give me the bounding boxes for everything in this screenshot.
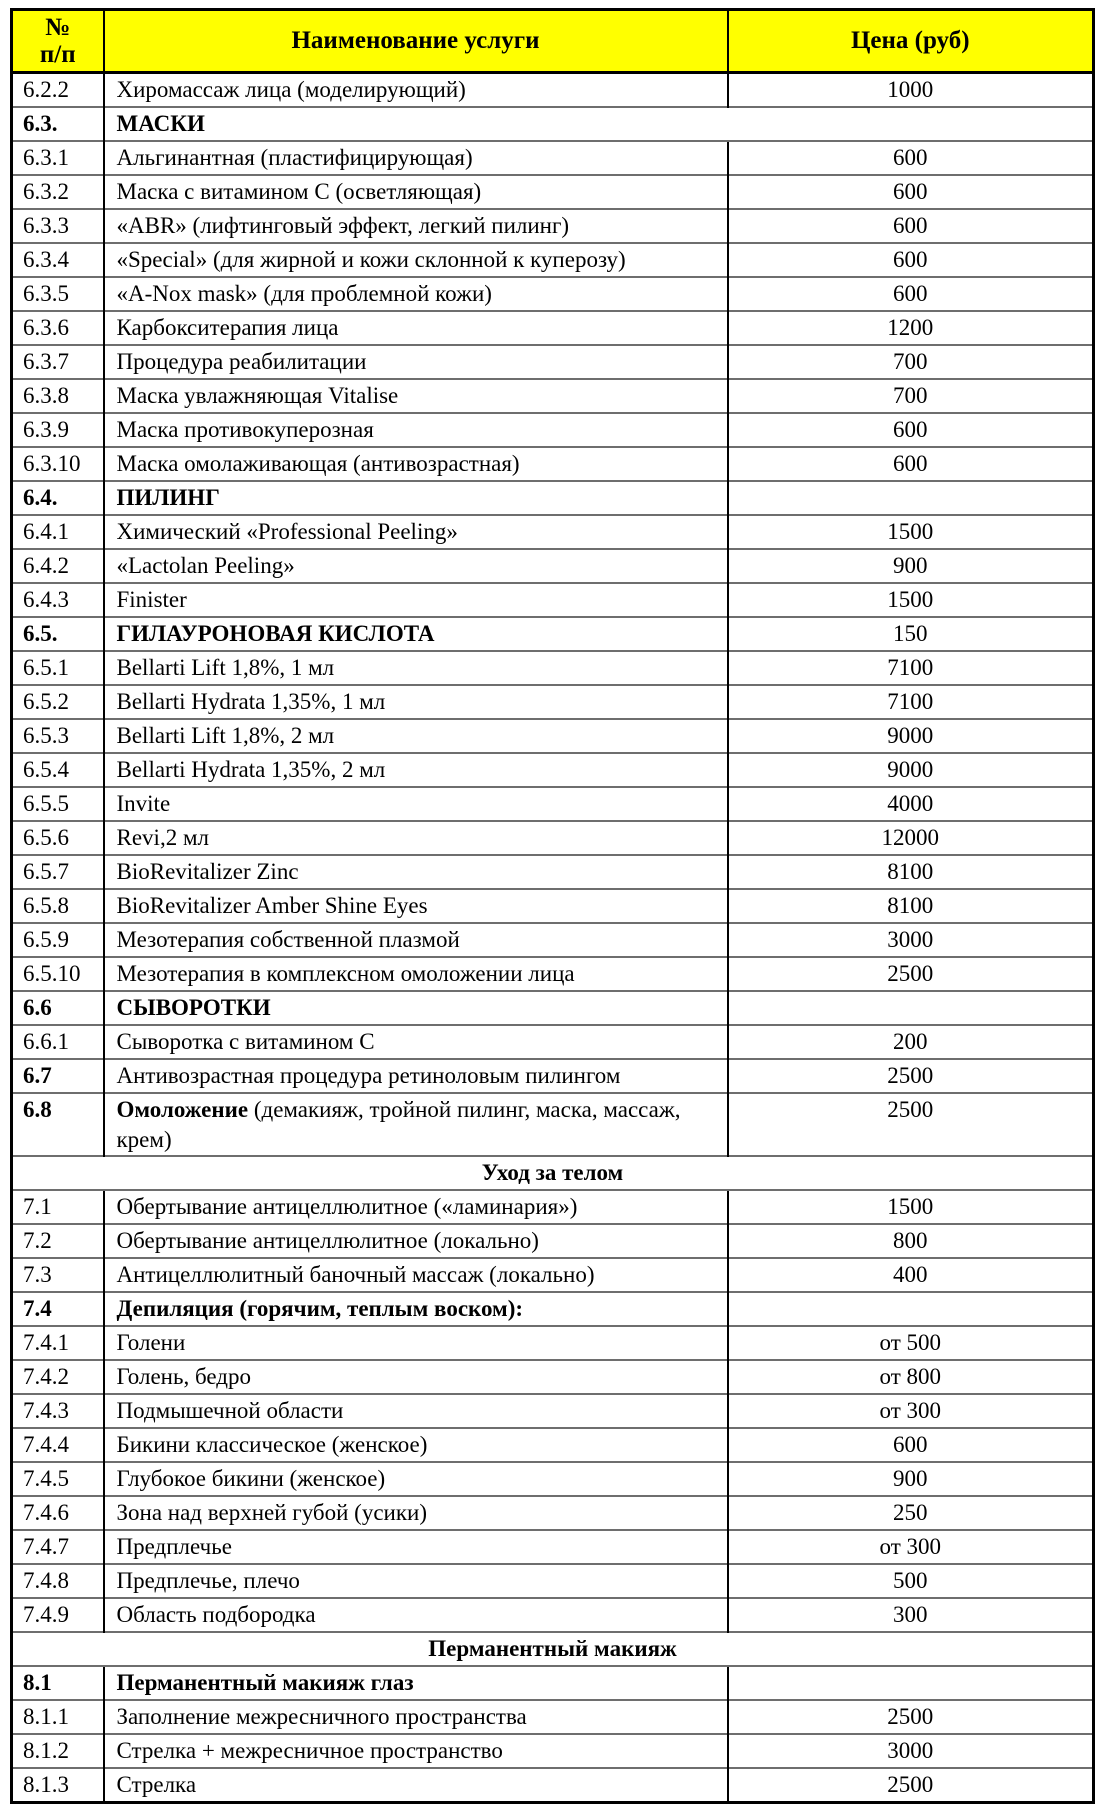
table-row [12,175,1094,209]
price-cell: 600 [728,1428,1094,1462]
price-cell: 9000 [728,753,1094,787]
table-row [12,73,1094,108]
table-row [12,719,1094,753]
row-number-cell: 6.5.5 [12,787,104,821]
header-cell-number [12,10,104,73]
table-row [12,209,1094,243]
service-name-cell: Антицеллюлитный баночный массаж (локально) [104,1258,728,1292]
service-name-cell: BioRevitalizer Zinc [104,855,728,889]
row-number-cell: 6.6 [12,991,104,1025]
service-name-cell: Сыворотка с витамином С [104,1025,728,1059]
price-cell: 3000 [728,923,1094,957]
row-number-cell: 6.3.2 [12,175,104,209]
row-number-cell: 6.3.6 [12,311,104,345]
service-name-cell: Маска увлажняющая Vitalise [104,379,728,413]
row-number-cell: 6.3.10 [12,447,104,481]
service-name-cell: Бикини классическое (женское) [104,1428,728,1462]
row-number-cell: 6.4.1 [12,515,104,549]
price-cell: 200 [728,1025,1094,1059]
row-number-cell: 6.3. [12,107,104,141]
service-name-cell: Перманентный макияж глаз [104,1666,728,1700]
price-cell: 2500 [728,1768,1094,1803]
price-table [10,8,1095,1804]
table-row [12,787,1094,821]
service-name-cell: «Special» (для жирной и кожи склонной к куперозу) [104,243,728,277]
service-name-cell: Обертывание антицеллюлитное («ламинария») [104,1190,728,1224]
price-cell: 9000 [728,719,1094,753]
row-number-cell: 6.4. [12,481,104,515]
row-number-cell: 8.1.2 [12,1734,104,1768]
price-cell: 1000 [728,73,1094,108]
row-number-cell: 8.1.1 [12,1700,104,1734]
price-cell: от 800 [728,1360,1094,1394]
table-row [12,821,1094,855]
service-name-cell: Стрелка [104,1768,728,1803]
price-table-wrapper [10,8,1095,1804]
service-name-cell: Альгинантная (пластифицирующая) [104,141,728,175]
row-number-cell: 8.1 [12,1666,104,1700]
service-name-cell: Маска омолаживающая (антивозрастная) [104,447,728,481]
table-row [12,549,1094,583]
price-cell: 1200 [728,311,1094,345]
service-name-cell: Bellarti Lift 1,8%, 2 мл [104,719,728,753]
price-cell: 900 [728,1462,1094,1496]
price-cell: от 300 [728,1530,1094,1564]
service-name-cell: МАСКИ [104,107,1094,141]
table-row [12,243,1094,277]
service-name-cell: Заполнение межресничного пространства [104,1700,728,1734]
row-number-cell: 6.4.2 [12,549,104,583]
row-number-cell: 6.4.3 [12,583,104,617]
row-number-cell: 6.3.4 [12,243,104,277]
price-cell: 600 [728,209,1094,243]
table-row [12,141,1094,175]
row-number-cell: 6.5.7 [12,855,104,889]
table-row [12,855,1094,889]
row-number-cell: 7.4 [12,1292,104,1326]
header-row [12,10,1094,73]
table-row [12,991,1094,1025]
price-cell: 500 [728,1564,1094,1598]
service-name-cell: СЫВОРОТКИ [104,991,728,1025]
table-body [12,73,1094,1803]
price-cell [728,481,1094,515]
row-number-cell: 6.5.6 [12,821,104,855]
header-cell-service-name: Наименование услуги [104,10,728,73]
row-number-cell: 6.3.9 [12,413,104,447]
row-number-cell: 7.4.5 [12,1462,104,1496]
service-name-cell: Карбокситерапия лица [104,311,728,345]
price-cell: 700 [728,379,1094,413]
row-number-cell: 6.6.1 [12,1025,104,1059]
service-name-cell: BioRevitalizer Amber Shine Eyes [104,889,728,923]
table-row [12,345,1094,379]
price-cell: 2500 [728,1059,1094,1093]
price-cell: 800 [728,1224,1094,1258]
row-number-cell: 7.4.3 [12,1394,104,1428]
service-name-cell: Голень, бедро [104,1360,728,1394]
table-header [12,10,1094,73]
service-name-cell: Предплечье [104,1530,728,1564]
row-number-cell: 6.5.9 [12,923,104,957]
row-number-cell: 7.4.6 [12,1496,104,1530]
price-cell: 2500 [728,1093,1094,1156]
row-number-cell: 6.3.3 [12,209,104,243]
table-row [12,1224,1094,1258]
category-row [12,1632,1094,1666]
table-row [12,1190,1094,1224]
row-number-cell: 6.3.5 [12,277,104,311]
row-number-cell: 6.7 [12,1059,104,1093]
service-name-cell: Мезотерапия собственной плазмой [104,923,728,957]
service-name-cell: Зона над верхней губой (усики) [104,1496,728,1530]
row-number-cell: 7.1 [12,1190,104,1224]
price-cell: 600 [728,175,1094,209]
service-name-cell: Маска с витамином С (осветляющая) [104,175,728,209]
table-row [12,889,1094,923]
table-row [12,1258,1094,1292]
table-row [12,1326,1094,1360]
row-number-cell: 7.4.7 [12,1530,104,1564]
service-name-cell: Процедура реабилитации [104,345,728,379]
table-row [12,1428,1094,1462]
table-row [12,1496,1094,1530]
price-cell: 1500 [728,583,1094,617]
table-row [12,311,1094,345]
header-number-line2: п/п [39,41,76,68]
service-name-cell: Антивозрастная процедура ретиноловым пилингом [104,1059,728,1093]
header-cell-price: Цена (руб) [728,10,1094,73]
price-cell: от 500 [728,1326,1094,1360]
category-row [12,1156,1094,1190]
table-row [12,413,1094,447]
row-number-cell: 6.5.4 [12,753,104,787]
price-cell: 600 [728,141,1094,175]
service-name-cell: Область подбородка [104,1598,728,1632]
service-name-cell: Мезотерапия в комплексном омоложении лица [104,957,728,991]
price-cell: 1500 [728,1190,1094,1224]
price-cell: 600 [728,277,1094,311]
table-row [12,923,1094,957]
service-name-cell: Хиромассаж лица (моделирующий) [104,73,728,108]
service-name-cell: Маска противокуперозная [104,413,728,447]
price-cell [728,1292,1094,1326]
price-cell: 150 [728,617,1094,651]
service-name-cell: ПИЛИНГ [104,481,728,515]
row-number-cell: 6.2.2 [12,73,104,108]
row-number-cell: 6.3.8 [12,379,104,413]
table-row [12,1768,1094,1803]
table-row [12,277,1094,311]
row-number-cell: 7.4.4 [12,1428,104,1462]
service-name-cell: ГИЛАУРОНОВАЯ КИСЛОТА [104,617,728,651]
price-cell: 900 [728,549,1094,583]
row-number-cell: 6.5.8 [12,889,104,923]
service-name-cell: Глубокое бикини (женское) [104,1462,728,1496]
table-row [12,1462,1094,1496]
price-cell: 250 [728,1496,1094,1530]
table-row [12,1564,1094,1598]
row-number-cell: 7.4.9 [12,1598,104,1632]
table-row [12,753,1094,787]
price-cell: 700 [728,345,1094,379]
service-name-cell: «Lactolan Peeling» [104,549,728,583]
price-cell: 8100 [728,889,1094,923]
row-number-cell: 6.5.1 [12,651,104,685]
service-name-cell: Предплечье, плечо [104,1564,728,1598]
price-cell: от 300 [728,1394,1094,1428]
price-cell: 2500 [728,1700,1094,1734]
price-cell: 600 [728,447,1094,481]
table-row [12,1059,1094,1093]
table-row [12,1530,1094,1564]
price-cell: 400 [728,1258,1094,1292]
price-cell: 7100 [728,651,1094,685]
price-cell: 600 [728,243,1094,277]
service-name-cell: Bellarti Hydrata 1,35%, 2 мл [104,753,728,787]
table-row [12,1292,1094,1326]
price-cell: 2500 [728,957,1094,991]
service-name-cell: Bellarti Hydrata 1,35%, 1 мл [104,685,728,719]
table-row [12,447,1094,481]
row-number-cell: 6.3.7 [12,345,104,379]
table-row [12,1360,1094,1394]
service-name-cell: Омоложение (демакияж, тройной пилинг, маска, массаж, крем) [104,1093,728,1156]
table-row [12,651,1094,685]
table-row [12,481,1094,515]
price-cell: 4000 [728,787,1094,821]
price-cell: 7100 [728,685,1094,719]
table-row [12,379,1094,413]
row-number-cell: 7.4.2 [12,1360,104,1394]
price-cell: 12000 [728,821,1094,855]
service-name-cell: Bellarti Lift 1,8%, 1 мл [104,651,728,685]
service-name-cell: «A-Nox mask» (для проблемной кожи) [104,277,728,311]
service-name-cell: Обертывание антицеллюлитное (локально) [104,1224,728,1258]
price-cell: 8100 [728,855,1094,889]
row-number-cell: 6.8 [12,1093,104,1156]
table-row [12,1598,1094,1632]
table-row [12,685,1094,719]
table-row [12,1093,1094,1156]
price-cell: 3000 [728,1734,1094,1768]
price-cell: 1500 [728,515,1094,549]
row-number-cell: 7.4.8 [12,1564,104,1598]
category-title: Перманентный макияж [12,1632,1094,1666]
row-number-cell: 7.4.1 [12,1326,104,1360]
price-cell [728,991,1094,1025]
table-row [12,617,1094,651]
row-number-cell: 7.2 [12,1224,104,1258]
table-row [12,1394,1094,1428]
service-name-cell: Стрелка + межресничное пространство [104,1734,728,1768]
service-name-cell: Revi,2 мл [104,821,728,855]
row-number-cell: 7.3 [12,1258,104,1292]
table-row [12,107,1094,141]
service-name-cell: Голени [104,1326,728,1360]
price-cell: 600 [728,413,1094,447]
price-cell [728,1666,1094,1700]
service-name-cell: Finister [104,583,728,617]
header-number-line1: № [45,14,71,41]
row-number-cell: 8.1.3 [12,1768,104,1803]
table-row [12,515,1094,549]
table-row [12,957,1094,991]
service-name-cell: Invite [104,787,728,821]
row-number-cell: 6.5.3 [12,719,104,753]
table-row [12,1025,1094,1059]
service-name-cell: Депиляция (горячим, теплым воском): [104,1292,728,1326]
service-name-cell: Химический «Professional Peeling» [104,515,728,549]
row-number-cell: 6.5. [12,617,104,651]
row-number-cell: 6.5.2 [12,685,104,719]
row-number-cell: 6.5.10 [12,957,104,991]
table-row [12,1734,1094,1768]
service-name-cell: «ABR» (лифтинговый эффект, легкий пилинг) [104,209,728,243]
price-cell: 300 [728,1598,1094,1632]
table-row [12,583,1094,617]
category-title: Уход за телом [12,1156,1094,1190]
service-name-cell: Подмышечной области [104,1394,728,1428]
row-number-cell: 6.3.1 [12,141,104,175]
table-row [12,1666,1094,1700]
table-row [12,1700,1094,1734]
